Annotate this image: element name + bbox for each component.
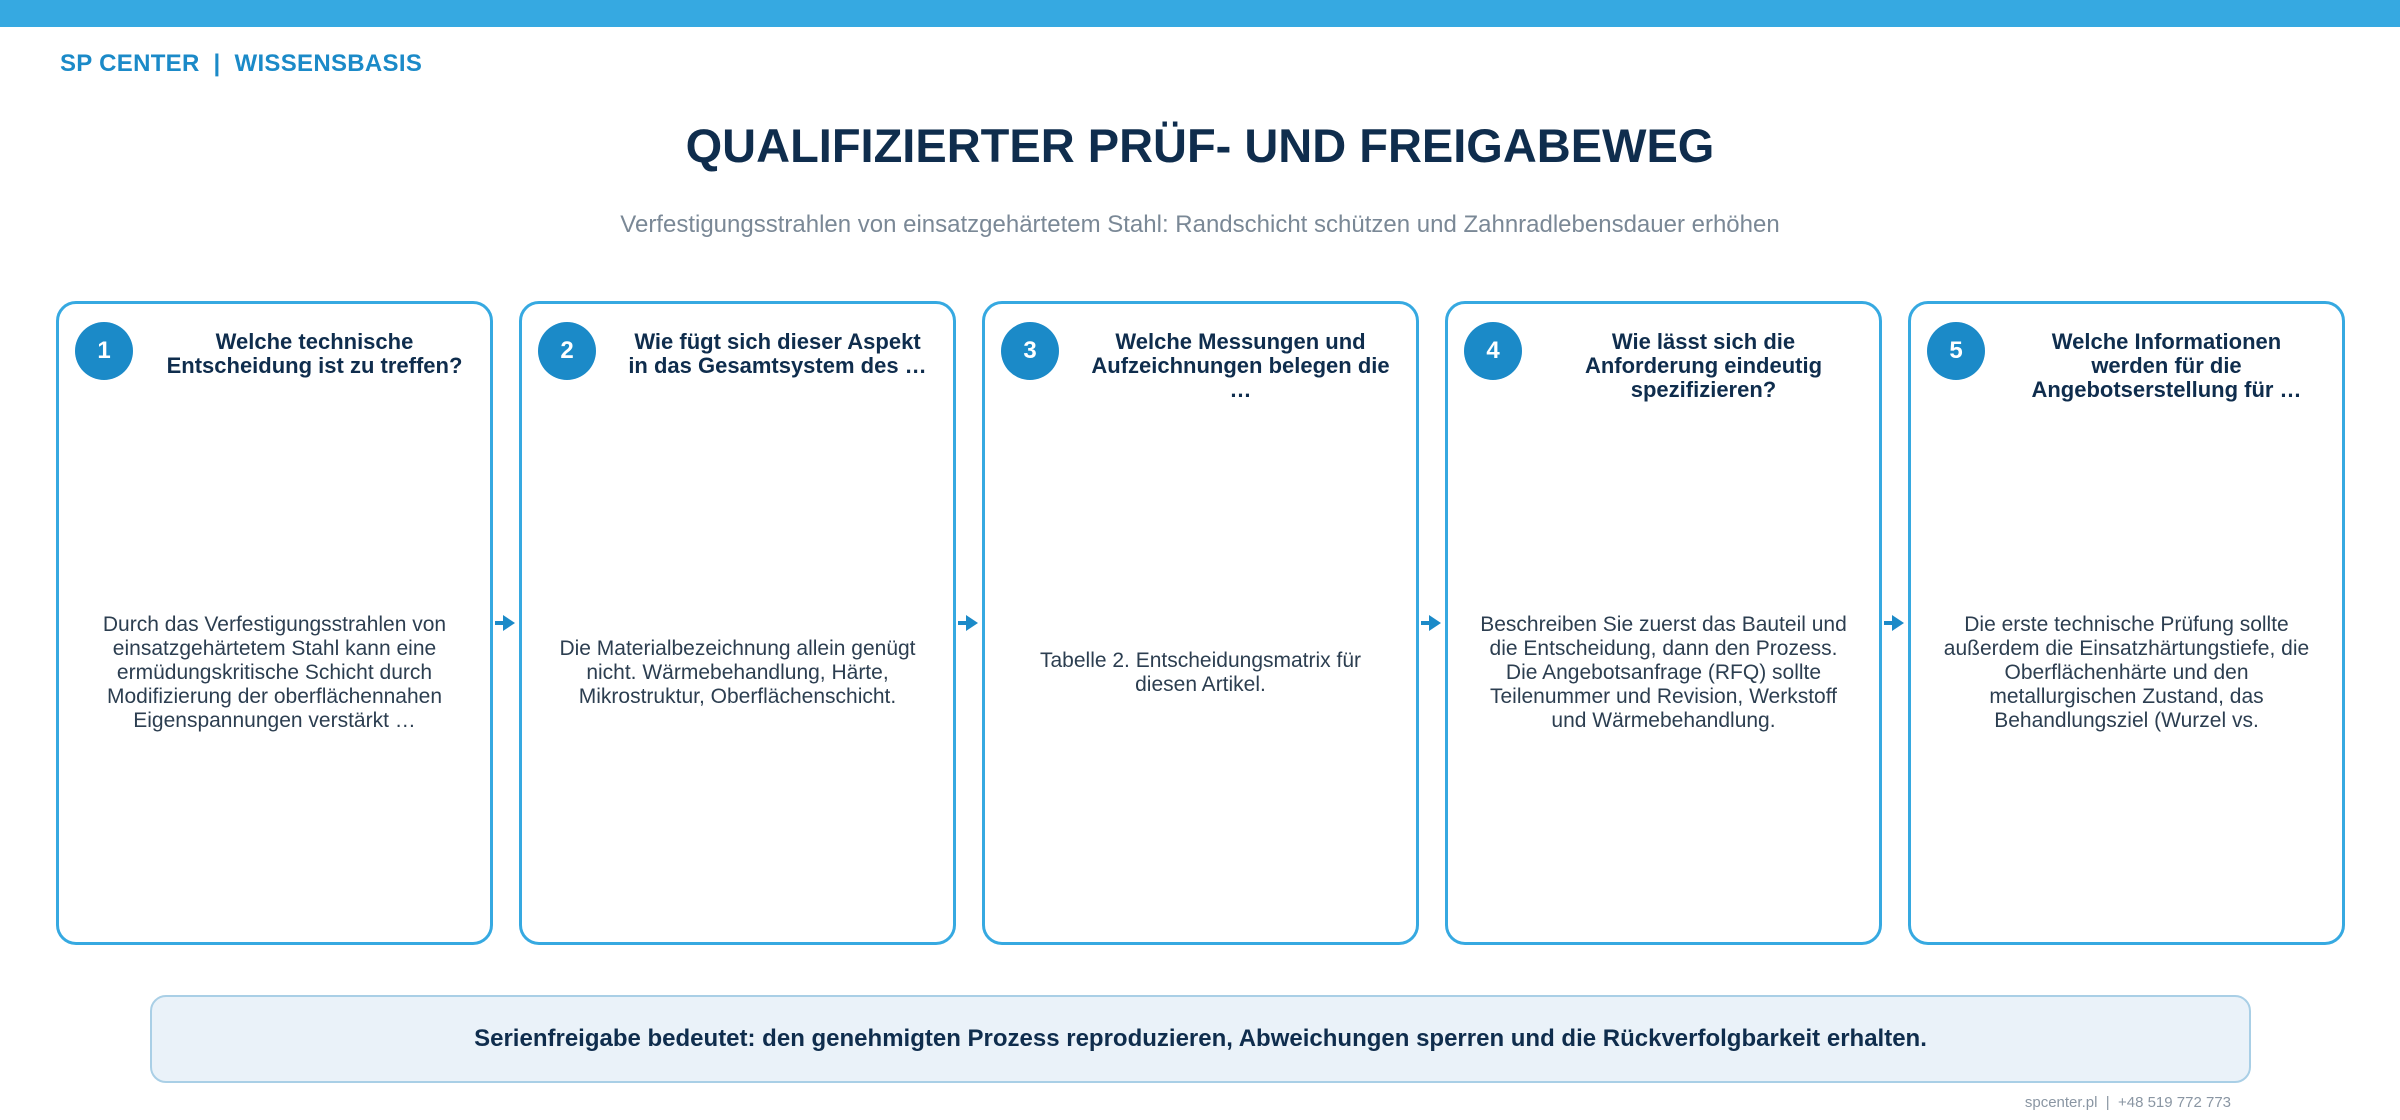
page-subtitle: Verfestigungsstrahlen von einsatzgehärtetem Stahl: Randschicht schützen und Zahnradlebensdauer erhöhen (620, 211, 1780, 238)
step-body (1476, 424, 1851, 922)
step-title: Welche Informationen werden für die Angebotserstellung für … (2031, 329, 2302, 402)
step-title: Wie lässt sich die Anforderung eindeutig spezifizieren? (1584, 329, 1823, 402)
step-body-text: Die erste technische Prüfung sollte außerdem die Einsatzhärtungstiefe, die Oberflächenhärte und den metallurgischen Zustand, das Behandlungsziel (Wurzel vs. (1943, 613, 2310, 732)
step-title: Wie fügt sich dieser Aspekt in das Gesamtsystem des … (628, 329, 927, 378)
arrow-right-icon (1420, 612, 1442, 634)
top-accent-bar (0, 0, 2400, 27)
page-title: QUALIFIZIERTER PRÜF- UND FREIGABEWEG (685, 119, 1715, 172)
step-number-badge: 2 (538, 322, 596, 380)
step-title: Welche technische Entscheidung ist zu treffen? (166, 329, 463, 378)
contact-info: spcenter.pl | +48 519 772 773 (2024, 1094, 2231, 1111)
step-card-3 (982, 301, 1419, 945)
step-card-2 (519, 301, 956, 945)
step-number-badge: 5 (1927, 322, 1985, 380)
step-title: Welche Messungen und Aufzeichnungen belegen die … (1091, 329, 1390, 402)
step-body-text: Tabelle 2. Entscheidungsmatrix für diesen Artikel. (1040, 649, 1361, 696)
step-card-1 (56, 301, 493, 945)
step-body (1939, 424, 2314, 922)
step-card-5 (1908, 301, 2345, 945)
step-body-text: Beschreiben Sie zuerst das Bauteil und die Entscheidung, dann den Prozess. Die Angebotsanfrage (RFQ) sollte Teilenummer und Revision, Werkstoff und Wärmebehandlung. (1480, 613, 1847, 732)
brand-label: SP CENTER | WISSENSBASIS (60, 50, 423, 77)
step-body-text: Die Materialbezeichnung allein genügt nicht. Wärmebehandlung, Härte, Mikrostruktur, Oberflächenschicht. (559, 637, 916, 708)
step-body (87, 424, 462, 922)
step-number-badge: 4 (1464, 322, 1522, 380)
arrow-right-icon (1883, 612, 1905, 634)
arrow-right-icon (494, 612, 516, 634)
summary-banner (150, 995, 2251, 1083)
summary-text: Serienfreigabe bedeutet: den genehmigten Prozess reproduzieren, Abweichungen sperren und die Rückverfolgbarkeit erhalten. (474, 1025, 1927, 1052)
step-number-badge: 1 (75, 322, 133, 380)
step-card-4 (1445, 301, 1882, 945)
step-number-badge: 3 (1001, 322, 1059, 380)
step-body (1013, 424, 1388, 922)
arrow-right-icon (957, 612, 979, 634)
step-body (550, 424, 925, 922)
step-body-text: Durch das Verfestigungsstrahlen von einsatzgehärtetem Stahl kann eine ermüdungskritische Schicht durch Modifizierung der oberflächennahen Eigenspannungen verstärkt … (102, 613, 447, 732)
